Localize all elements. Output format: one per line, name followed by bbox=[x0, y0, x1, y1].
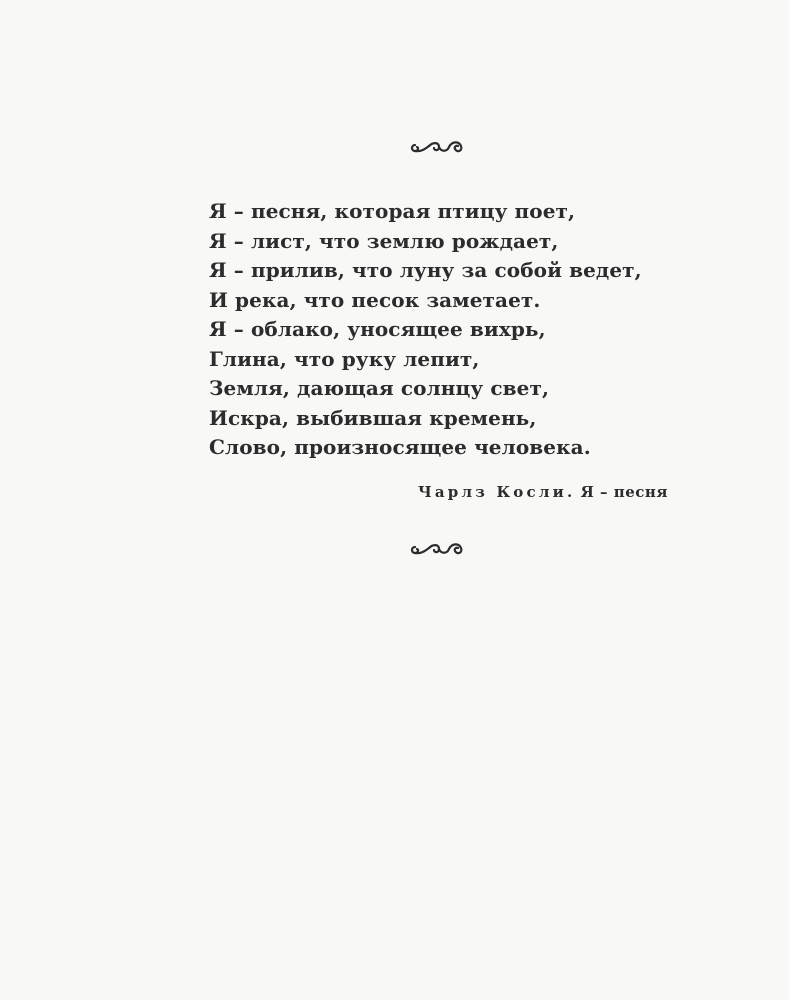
attribution-work: Я – песня bbox=[580, 483, 668, 501]
poem-line: Я – лист, что землю рождает, bbox=[209, 228, 559, 253]
attribution-author: Чарлз Косли. bbox=[417, 483, 576, 501]
poem-line: Я – прилив, что луну за собой ведет, bbox=[209, 258, 642, 282]
poem-line: И река, что песок заметает. bbox=[209, 287, 541, 312]
flourish-ornament-icon bbox=[409, 539, 469, 559]
poem-line: Я – песня, которая птицу поет, bbox=[209, 199, 576, 223]
poem-line: Искра, выбившая кремень, bbox=[209, 405, 537, 430]
flourish-ornament-icon bbox=[409, 137, 469, 157]
epigraph-attribution bbox=[418, 483, 668, 501]
poem-line: Слово, произносящее человека. bbox=[209, 435, 591, 459]
poem-stanza bbox=[209, 197, 669, 463]
poem-line: Я – облако, уносящее вихрь, bbox=[209, 317, 546, 341]
poem-line: Глина, что руку лепит, bbox=[209, 346, 480, 371]
poem-line: Земля, дающая солнцу свет, bbox=[209, 376, 550, 400]
